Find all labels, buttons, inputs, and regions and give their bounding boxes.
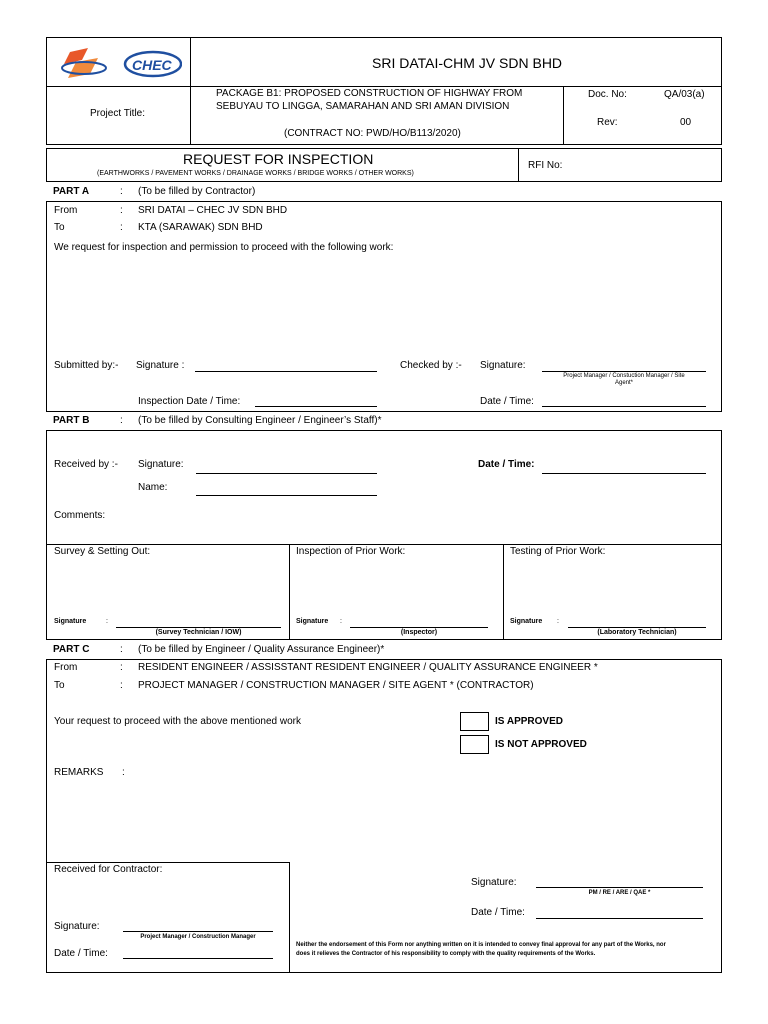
inspection-date-field[interactable]	[255, 406, 377, 407]
checked-role-line-1: Project Manager / Constuction Manager / Site	[563, 373, 685, 379]
checked-by-label: Checked by :-	[400, 360, 462, 371]
disclaimer-line-2: does it relieves the Contractor of his responsibility to comply with the quality requirements of the Works.	[296, 951, 596, 957]
not-approved-checkbox[interactable]	[460, 735, 489, 754]
comments-label: Comments:	[54, 510, 106, 521]
remarks-label: REMARKS	[54, 767, 104, 778]
rc-signature-field[interactable]	[123, 931, 273, 932]
part-b-signature-field[interactable]	[196, 473, 377, 474]
checked-signature-field[interactable]	[542, 371, 706, 372]
part-c-from-label: From	[54, 662, 78, 673]
received-for-contractor-label: Received for Contractor:	[54, 864, 163, 875]
inspector-sig-label: Signature	[296, 618, 329, 625]
work-description-area[interactable]	[54, 256, 714, 352]
survey-title: Survey & Setting Out:	[54, 546, 151, 557]
eng-date-field[interactable]	[536, 918, 703, 919]
part-a-to-label: To	[54, 222, 65, 233]
lab-role: (Laboratory Technician)	[597, 629, 677, 636]
part-a-label: PART A	[53, 186, 90, 197]
part-c-from-value: RESIDENT ENGINEER / ASSISSTANT RESIDENT ENGINEER / QUALITY ASSURANCE ENGINEER *	[138, 662, 598, 673]
header-divider	[190, 37, 191, 86]
part-a-request-text: We request for inspection and permission to proceed with the following work:	[54, 242, 394, 253]
survey-sig-label: Signature	[54, 618, 87, 625]
project-title-divider	[190, 86, 191, 145]
part-c-note: (To be filled by Engineer / Quality Assurance Engineer)*	[138, 644, 385, 655]
part-b-date-time-field[interactable]	[542, 473, 706, 474]
approved-checkbox[interactable]	[460, 712, 489, 731]
part-c-label: PART C	[53, 644, 90, 655]
part-a-colon: :	[120, 186, 123, 197]
project-line-1: PACKAGE B1: PROPOSED CONSTRUCTION OF HIGHWAY FROM	[216, 88, 523, 99]
part-c-to-label: To	[54, 680, 65, 691]
inspector-role: (Inspector)	[400, 629, 438, 636]
part-c-to-value: PROJECT MANAGER / CONSTRUCTION MANAGER / SITE AGENT * (CONTRACTOR)	[138, 680, 534, 691]
checked-role-line-2: Agent*	[614, 380, 633, 386]
eng-signature-label: Signature:	[471, 877, 517, 888]
submitted-signature-label: Signature :	[136, 360, 185, 371]
survey-signature-field[interactable]	[116, 627, 281, 628]
rc-signature-label: Signature:	[54, 921, 100, 932]
doc-no-label: Doc. No:	[588, 89, 627, 100]
rc-role: Project Manager / Construction Manager	[140, 934, 256, 940]
rfi-title: REQUEST FOR INSPECTION	[183, 151, 374, 167]
part-b-note: (To be filled by Consulting Engineer / Engineer’s Staff)*	[138, 415, 382, 426]
part-c-to-colon: :	[120, 680, 123, 691]
part-a-date-time-label: Date / Time:	[480, 396, 534, 407]
remarks-area[interactable]	[138, 764, 714, 854]
inspection-prior-title: Inspection of Prior Work:	[296, 546, 406, 557]
survey-sig-colon: :	[106, 618, 108, 625]
doc-no-value: QA/03(a)	[664, 89, 705, 100]
remarks-colon: :	[122, 767, 125, 778]
part-b-colon: :	[120, 415, 123, 426]
survey-role: (Survey Technician / IOW)	[155, 629, 242, 636]
rc-date-label: Date / Time:	[54, 948, 108, 959]
eng-signature-field[interactable]	[536, 887, 703, 888]
part-a-date-time-field[interactable]	[542, 406, 706, 407]
part-c-colon: :	[120, 644, 123, 655]
part-c-from-colon: :	[120, 662, 123, 673]
part-b-name-label: Name:	[138, 482, 168, 493]
part-b-label: PART B	[53, 415, 90, 426]
part-a-to-colon: :	[120, 222, 123, 233]
part-b-col-divider-2	[503, 544, 504, 640]
part-b-col-divider-1	[289, 544, 290, 640]
logo-text: CHEC	[132, 57, 172, 73]
header-row-divider	[46, 86, 722, 87]
part-a-from-label: From	[54, 205, 78, 216]
approved-label: IS APPROVED	[495, 716, 563, 727]
part-b-signature-label: Signature:	[138, 459, 184, 470]
contract-number: (CONTRACT NO: PWD/HO/B113/2020)	[284, 128, 461, 139]
rev-value: 00	[680, 117, 692, 128]
rfi-divider	[518, 148, 519, 182]
inspection-date-label: Inspection Date / Time:	[138, 396, 241, 407]
part-a-from-colon: :	[120, 205, 123, 216]
not-approved-label: IS NOT APPROVED	[495, 739, 587, 750]
part-a-from-value: SRI DATAI – CHEC JV SDN BHD	[138, 205, 288, 216]
rfi-subtitle: (EARTHWORKS / PAVEMENT WORKS / DRAINAGE WORKS / BRIDGE WORKS / OTHER WORKS)	[97, 170, 414, 177]
project-line-2: SEBUYAU TO LINGGA, SAMARAHAN AND SRI AMAN DIVISION	[216, 101, 510, 112]
company-name: SRI DATAI-CHM JV SDN BHD	[372, 55, 563, 71]
submitted-signature-field[interactable]	[195, 371, 377, 372]
part-b-name-field[interactable]	[196, 495, 377, 496]
part-b-columns-top	[46, 544, 722, 545]
rfi-no-label: RFI No:	[528, 160, 563, 171]
lab-sig-colon: :	[557, 618, 559, 625]
part-a-note: (To be filled by Contractor)	[138, 186, 256, 197]
eng-role: PM / RE / ARE / QAE *	[588, 890, 651, 896]
received-by-label: Received by :-	[54, 459, 118, 470]
part-b-date-time-label: Date / Time:	[478, 459, 535, 470]
company-logo	[58, 46, 182, 82]
disclaimer-line-1: Neither the endorsement of this Form nor anything written on it is intended to convey final approval for any part of the Works, nor	[296, 942, 666, 948]
part-c-request-text: Your request to proceed with the above mentioned work	[54, 716, 302, 727]
rev-label: Rev:	[597, 117, 618, 128]
doc-divider	[563, 86, 564, 145]
submitted-by-label: Submitted by:-	[54, 360, 119, 371]
project-title-label: Project Title:	[90, 108, 146, 119]
part-a-to-value: KTA (SARAWAK) SDN BHD	[138, 222, 263, 233]
checked-signature-label: Signature:	[480, 360, 526, 371]
lab-sig-label: Signature	[510, 618, 543, 625]
rc-date-field[interactable]	[123, 958, 273, 959]
inspector-sig-colon: :	[340, 618, 342, 625]
inspector-signature-field[interactable]	[350, 627, 488, 628]
testing-prior-title: Testing of Prior Work:	[510, 546, 606, 557]
lab-signature-field[interactable]	[568, 627, 706, 628]
eng-date-label: Date / Time:	[471, 907, 525, 918]
